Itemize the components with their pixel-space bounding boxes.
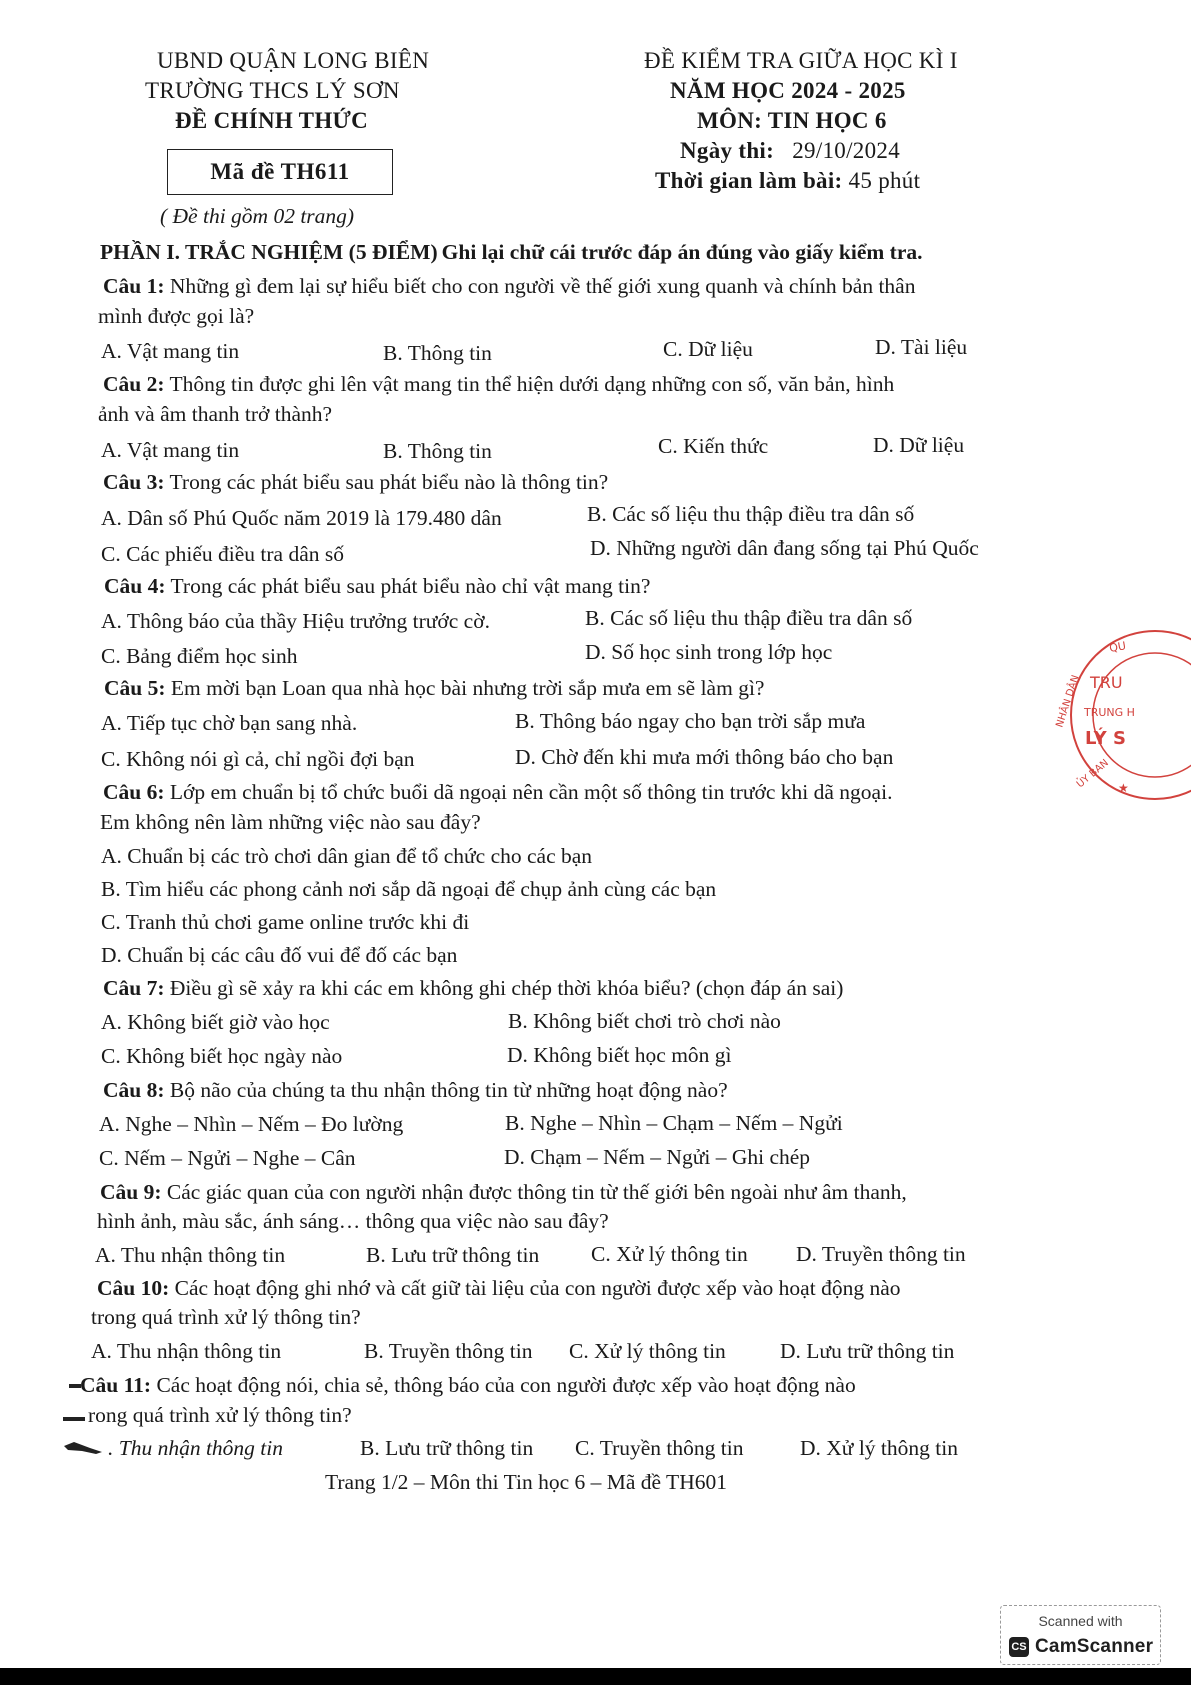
answer-option: B. Không biết chơi trò chơi nào [508,1009,781,1033]
answer-option: C. Các phiếu điều tra dân số [101,542,345,566]
subject: MÔN: TIN HỌC 6 [697,108,887,133]
question-text: Các giác quan của con người nhận được thông tin từ thế giới bên ngoài như âm thanh, [166,1180,907,1204]
question-label: Câu 9: [100,1180,162,1204]
answer-option: B. Nghe – Nhìn – Chạm – Nếm – Ngửi [505,1111,843,1135]
question-label: Câu 6: [103,780,165,804]
question-text: Bộ não của chúng ta thu nhận thông tin từ những hoạt động nào? [169,1078,728,1102]
seal-text: ỦY BAN [1074,757,1111,791]
answer-option: C. Không biết học ngày nào [101,1044,343,1068]
answer-option: B. Truyền thông tin [364,1339,533,1363]
school-name: TRƯỜNG THCS LÝ SƠN [145,78,400,103]
answer-option: B. Tìm hiểu các phong cảnh nơi sắp dã ngoại để chụp ảnh cùng các bạn [101,877,717,901]
question-9 [100,1180,907,1205]
exam-code: Mã đề TH611 [210,159,350,184]
exam-date-value: 29/10/2024 [792,138,900,163]
exam-duration-label: Thời gian làm bài: [655,168,843,193]
question-label: Câu 10: [97,1276,170,1300]
question-label: Câu 4: [104,574,166,598]
question-text: Em mời bạn Loan qua nhà học bài nhưng trời sắp mưa em sẽ làm gì? [170,676,765,700]
question-text: Điều gì sẽ xảy ra khi các em không ghi chép thời khóa biểu? (chọn đáp án sai) [169,976,844,1000]
answer-option: D. Truyền thông tin [796,1242,966,1266]
question-text: Trong các phát biểu sau phát biểu nào chỉ vật mang tin? [170,574,651,598]
scan-edge-mark [63,1417,85,1421]
answer-option: B. Các số liệu thu thập điều tra dân số [587,502,915,526]
seal-star-icon: ★ [1118,781,1129,795]
answer-option: B. Thông tin [383,439,492,463]
question-label: Câu 2: [103,372,165,396]
part1-heading [100,240,923,265]
answer-option: A. Nghe – Nhìn – Nếm – Đo lường [99,1112,404,1136]
part1-instruction: Ghi lại chữ cái trước đáp án đúng vào giấy kiểm tra. [441,240,923,264]
question-text: Các hoạt động ghi nhớ và cất giữ tài liệu của con người được xếp vào hoạt động nào [174,1276,901,1300]
answer-option: A. Thu nhận thông tin [95,1243,286,1267]
answer-option: D. Chuẩn bị các câu đố vui để đố các bạn [101,943,458,967]
camscanner-logo-icon: CS [1009,1637,1029,1657]
answer-option: B. Các số liệu thu thập điều tra dân số [585,606,913,630]
question-3 [103,470,608,495]
question-4 [104,574,650,599]
school-seal [1040,628,1191,803]
seal-text: NHÂN DÂN [1054,673,1082,729]
question-6 [103,780,892,805]
question-label: Câu 1: [103,274,165,298]
school-authority: UBND QUẬN LONG BIÊN [157,48,430,73]
seal-text: QU [1108,639,1127,655]
answer-option: A. Vật mang tin [101,339,240,363]
answer-option: C. Truyền thông tin [575,1436,744,1460]
exam-title: ĐỀ KIỂM TRA GIỮA HỌC KÌ I [644,48,958,73]
question-10 [97,1276,900,1301]
scanned-with-label: Scanned with [1038,1613,1123,1629]
answer-option: D. Chạm – Nếm – Ngửi – Ghi chép [504,1145,811,1169]
seal-text: TRUNG H [1084,706,1135,719]
answer-option: D. Số học sinh trong lớp học [585,640,833,664]
pages-note: ( Đề thi gồm 02 trang) [160,204,355,228]
seal-text: TRU [1090,673,1123,692]
part1-title: PHẦN I. TRẮC NGHIỆM (5 ĐIỂM) [100,240,438,264]
question-text: Lớp em chuẩn bị tổ chức buổi dã ngoại nên cần một số thông tin trước khi dã ngoại. [169,780,893,804]
camscanner-watermark [1000,1605,1161,1665]
question-11 [80,1373,856,1398]
question-text: Các hoạt động nói, chia sẻ, thông báo của con người được xếp vào hoạt động nào [156,1373,856,1397]
question-text: Thông tin được ghi lên vật mang tin thể hiện dưới dạng những con số, văn bản, hình [169,372,895,396]
answer-option: A. Dân số Phú Quốc năm 2019 là 179.480 dân [101,506,502,530]
scan-bottom-border [0,1668,1191,1685]
question-label: Câu 7: [103,976,165,1000]
exam-duration [655,168,920,194]
exam-date-label: Ngày thi: [680,138,775,163]
answer-option: C. Tranh thủ chơi game online trước khi đi [101,910,470,934]
question-10-cont: trong quá trình xử lý thông tin? [91,1305,361,1329]
question-9-cont: hình ảnh, màu sắc, ánh sáng… thông qua việc nào sau đây? [97,1209,609,1233]
question-5 [104,676,764,701]
answer-option: C. Dữ liệu [663,337,753,361]
exam-code-box [167,149,393,195]
question-1-cont: mình được gọi là? [98,304,255,328]
school-year: NĂM HỌC 2024 - 2025 [670,78,906,103]
question-8 [103,1078,728,1103]
question-7 [103,976,843,1001]
answer-option: B. Lưu trữ thông tin [366,1243,540,1267]
answer-option: D. Chờ đến khi mưa mới thông báo cho bạn [515,745,894,769]
camscanner-name: CamScanner [1035,1636,1154,1657]
answer-option: C. Kiến thức [658,434,769,458]
question-label: Câu 5: [104,676,166,700]
answer-option: A. Chuẩn bị các trò chơi dân gian để tổ chức cho các bạn [101,844,593,868]
answer-option: D. Xử lý thông tin [800,1436,958,1460]
exam-date [680,138,900,164]
scan-edge-mark [62,1440,108,1456]
question-11-cont: rong quá trình xử lý thông tin? [88,1403,352,1427]
page-footer: Trang 1/2 – Môn thi Tin học 6 – Mã đề TH601 [325,1470,727,1494]
question-label: Câu 11: [80,1373,152,1397]
answer-option: D. Lưu trữ thông tin [780,1339,955,1363]
answer-option: C. Xử lý thông tin [569,1339,726,1363]
question-6-cont: Em không nên làm những việc nào sau đây? [100,810,481,834]
answer-option: A. Tiếp tục chờ bạn sang nhà. [101,711,358,735]
answer-option: D. Những người dân đang sống tại Phú Quốc [590,536,979,560]
answer-option: C. Không nói gì cả, chỉ ngồi đợi bạn [101,747,415,771]
answer-option: C. Bảng điểm học sinh [101,644,298,668]
answer-option: A. Thu nhận thông tin [91,1339,282,1363]
answer-option: B. Thông tin [383,341,492,365]
exam-duration-value: 45 phút [848,168,921,193]
answer-option: B. Lưu trữ thông tin [360,1436,534,1460]
answer-option: . Thu nhận thông tin [108,1436,284,1460]
answer-option: A. Thông báo của thầy Hiệu trưởng trước cờ. [101,609,490,633]
answer-option: B. Thông báo ngay cho bạn trời sắp mưa [515,709,866,733]
official-exam-label: ĐỀ CHÍNH THỨC [175,108,369,133]
answer-option: C. Xử lý thông tin [591,1242,748,1266]
question-2 [103,372,894,397]
seal-text: LÝ S [1085,728,1126,749]
question-1 [103,274,915,299]
answer-option: A. Không biết giờ vào học [101,1010,330,1034]
question-label: Câu 3: [103,470,165,494]
answer-option: D. Dữ liệu [873,433,965,457]
answer-option: A. Vật mang tin [101,438,240,462]
answer-option: D. Tài liệu [875,335,968,359]
answer-option: C. Nếm – Ngửi – Nghe – Cân [99,1146,356,1170]
question-2-cont: ảnh và âm thanh trở thành? [98,402,333,426]
question-text: Những gì đem lại sự hiểu biết cho con người về thế giới xung quanh và chính bản thân [169,274,916,298]
question-label: Câu 8: [103,1078,165,1102]
question-text: Trong các phát biểu sau phát biểu nào là thông tin? [169,470,609,494]
answer-option: D. Không biết học môn gì [507,1043,732,1067]
camscanner-brand [1009,1636,1153,1658]
